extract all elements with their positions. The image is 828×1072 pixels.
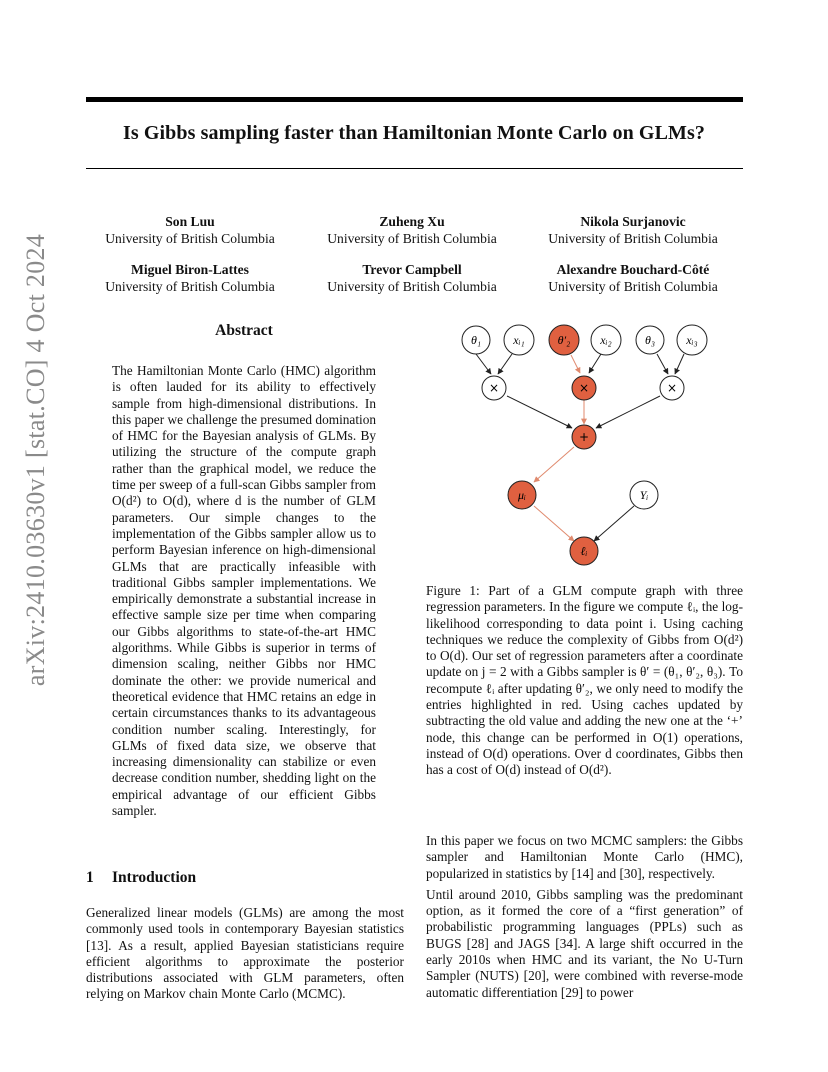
node-theta1 xyxy=(462,326,490,354)
author-affiliation: University of British Columbia xyxy=(105,279,275,294)
section-heading xyxy=(86,869,196,887)
author-affiliation: University of British Columbia xyxy=(548,279,718,294)
highlighted-edge xyxy=(571,355,580,373)
node-label: θ′₂ xyxy=(557,333,571,347)
node-plus xyxy=(572,425,596,449)
graph-edge xyxy=(596,396,660,428)
author-block xyxy=(518,213,748,247)
introduction-text: Generalized linear models (GLMs) are among the most commonly used tools in contemporary Bayesian statistics [13]. As a result, applied Bayesian statisticians require efficient algorithms to approximate the posterior distributions associated with GLM parameters, often relying on Markov chain Monte Carlo (MCMC). xyxy=(86,905,404,1002)
graph-edge xyxy=(594,506,634,541)
node-label: xᵢ₁ xyxy=(513,333,525,347)
highlighted-edge xyxy=(534,447,574,482)
paper-title: Is Gibbs sampling faster than Hamiltonian Monte Carlo on GLMs? xyxy=(122,122,705,144)
author-name: Zuheng Xu xyxy=(379,214,445,229)
node-Y xyxy=(630,481,658,509)
node-xi1 xyxy=(504,325,534,355)
author-block xyxy=(518,261,748,295)
section-title: Introduction xyxy=(112,869,197,886)
paragraph: Until around 2010, Gibbs sampling was the predominant option, as it formed the core of a “first generation” of probabilistic programming languages (PPLs) such as BUGS [28] and JAGS [34]. A large shift occurred in the early 2010s when HMC and its variant, the No U-Turn Sampler (NUTS) [20], were combined with reverse-mode automatic differentiation [29] to power xyxy=(426,886,743,1000)
node-label: + xyxy=(578,430,590,444)
author-block xyxy=(297,261,527,295)
node-mu xyxy=(508,481,536,509)
node-label: ℓᵢ xyxy=(580,544,588,558)
node-theta3 xyxy=(636,326,664,354)
figure-caption: Figure 1: Part of a GLM compute graph with three regression parameters. In the figure we compute ℓᵢ, the log-likelihood corresponding to data point i. Using caching techniques we reduce the complexity of Gibbs from O(d²) to O(d). Our set of regression parameters after a coordinate update on j = 2 with a Gibbs sampler is θ′ = (θ₁, θ′₂, θ₃). To recompute ℓᵢ after updating θ′₂, we only need to modify the entries highlighted in red. Using caches updated by subtracting the old value and adding the new one at the ‘+’ node, this change can be performed in O(1) operations, instead of O(d) operations. Over d coordinates, Gibbs then has a cost of O(d) instead of O(d²). xyxy=(426,583,743,778)
author-affiliation: University of British Columbia xyxy=(327,231,497,246)
author-affiliation: University of British Columbia xyxy=(105,231,275,246)
graph-edge xyxy=(476,354,491,374)
graph-edge xyxy=(657,354,668,374)
author-name: Trevor Campbell xyxy=(362,262,462,277)
author-affiliation: University of British Columbia xyxy=(548,231,718,246)
paragraph: In this paper we focus on two MCMC samplers: the Gibbs sampler and Hamiltonian Monte Carlo (HMC), popularized in statistics by [14] and [30], respectively. xyxy=(426,833,743,881)
node-theta2-prime xyxy=(549,325,579,355)
node-label: × xyxy=(666,381,678,395)
node-xi3 xyxy=(677,325,707,355)
node-xi2 xyxy=(591,325,621,355)
graph-edge xyxy=(507,396,572,428)
author-name: Alexandre Bouchard-Côté xyxy=(556,262,710,277)
right-column-text xyxy=(426,833,743,1006)
author-name: Miguel Biron-Lattes xyxy=(131,262,249,277)
node-label: xᵢ₂ xyxy=(600,333,612,347)
title-top-rule xyxy=(86,97,743,102)
node-multiply-2 xyxy=(572,376,596,400)
author-block xyxy=(75,213,305,247)
node-label: θ₁ xyxy=(470,333,482,347)
node-multiply-3 xyxy=(660,376,684,400)
author-affiliation: University of British Columbia xyxy=(327,279,497,294)
node-label: μᵢ xyxy=(518,488,526,502)
highlighted-edge xyxy=(534,506,574,541)
node-label: θ₃ xyxy=(644,333,656,347)
node-label: Yᵢ xyxy=(639,488,649,502)
title-bottom-rule xyxy=(86,168,743,169)
node-ell xyxy=(570,537,598,565)
arxiv-identifier: arXiv:2410.03630v1 [stat.CO] 4 Oct 2024 xyxy=(21,233,50,687)
graph-edge xyxy=(675,354,684,374)
graph-edge xyxy=(498,354,512,374)
author-name: Son Luu xyxy=(165,214,215,229)
node-label: × xyxy=(488,381,500,395)
arxiv-sidebar xyxy=(0,0,60,1072)
node-label: xᵢ₃ xyxy=(686,333,698,347)
author-block xyxy=(75,261,305,295)
section-number: 1 xyxy=(86,869,94,886)
node-multiply-1 xyxy=(482,376,506,400)
abstract-heading: Abstract xyxy=(215,322,273,339)
author-name: Nikola Surjanovic xyxy=(580,214,686,229)
abstract-text: The Hamiltonian Monte Carlo (HMC) algorithm is often lauded for its ability to effectively sample from high-dimensional distributions. In this paper we challenge the presumed domination of HMC for the Bayesian analysis of GLMs. By utilizing the structure of the compute graph rather than the graphical model, we reduce the time per sweep of a full-scan Gibbs sampler from O(d²) to O(d), where d is the number of GLM parameters. Our simple changes to the implementation of the Gibbs sampler allow us to perform Bayesian inference on high-dimensional GLMs that are practically infeasible with traditional Gibbs sampler implementations. We empirically demonstrate a substantial increase in effective sample size per time when comparing our Gibbs algorithms to state-of-the-art HMC algorithms. While Gibbs is superior in terms of dimension scaling, neither Gibbs nor HMC dominate the other: we provide numerical and theoretical evidence that HMC retains an edge in certain circumstances thanks to its advantageous condition number scaling. Interestingly, for GLMs of fixed data size, we observe that increasing dimensionality can stabilize or even decrease condition number, shedding light on the empirical advantage of our efficient Gibbs sampler. xyxy=(112,363,376,819)
node-label: × xyxy=(578,381,590,395)
author-block xyxy=(297,213,527,247)
graph-edge xyxy=(589,354,601,373)
compute-graph-figure xyxy=(426,316,742,578)
